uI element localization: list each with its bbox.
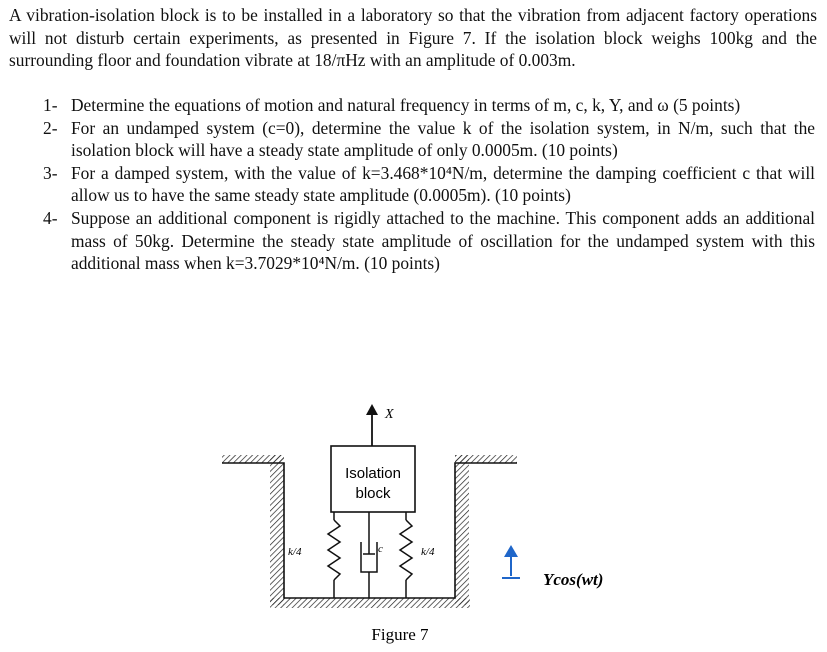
question-number: 4-	[43, 207, 58, 228]
block-label: Isolation	[345, 465, 401, 482]
damper	[361, 512, 377, 598]
question-number: 3-	[43, 162, 58, 183]
spring-label-left: k/4	[288, 546, 302, 558]
problem-statement: A vibration-isolation block is to be installed in a laboratory so that the vibration from adjacent factory operations will not disturb certain experiments, as presented in Figure 7. If the isolation block weighs 100kg and the surrounding floor and foundation vibrate at 18/πHz with an amplitude of 0.003m.	[9, 5, 817, 71]
question-number: 2-	[43, 117, 58, 138]
left-spring	[328, 512, 340, 598]
damper-label: c	[378, 543, 383, 555]
right-spring	[400, 512, 412, 598]
question-text: Determine the equations of motion and natural frequency in terms of m, c, k, Y, and ω (5 points)	[71, 95, 741, 115]
figure-caption: Figure 7	[371, 625, 429, 644]
x-label: X	[385, 407, 394, 422]
question-number: 1-	[43, 95, 58, 115]
displacement-arrow	[366, 404, 378, 446]
spring-label-right: k/4	[421, 546, 435, 558]
excitation-arrow-icon	[502, 545, 520, 578]
block-label: block	[355, 485, 391, 502]
excitation-label: Ycos(wt)	[543, 570, 604, 589]
question-text: For a damped system, with the value of k=3.468*10⁴N/m, determine the damping coefficient c that will allow us to have the same steady state amplitude (0.0005m). (10 points)	[71, 162, 815, 206]
question-text: For an undamped system (c=0), determine the value k of the isolation system, in N/m, such that the isolation block will have a steady state amplitude of only 0.0005m. (10 points)	[71, 117, 815, 161]
question-text: Suppose an additional component is rigidly attached to the machine. This component adds an additional mass of 50kg. Determine the steady state amplitude of oscillation for the undamped system with this additional mass when k=3.7029*10⁴N/m. (10 points)	[71, 207, 815, 274]
